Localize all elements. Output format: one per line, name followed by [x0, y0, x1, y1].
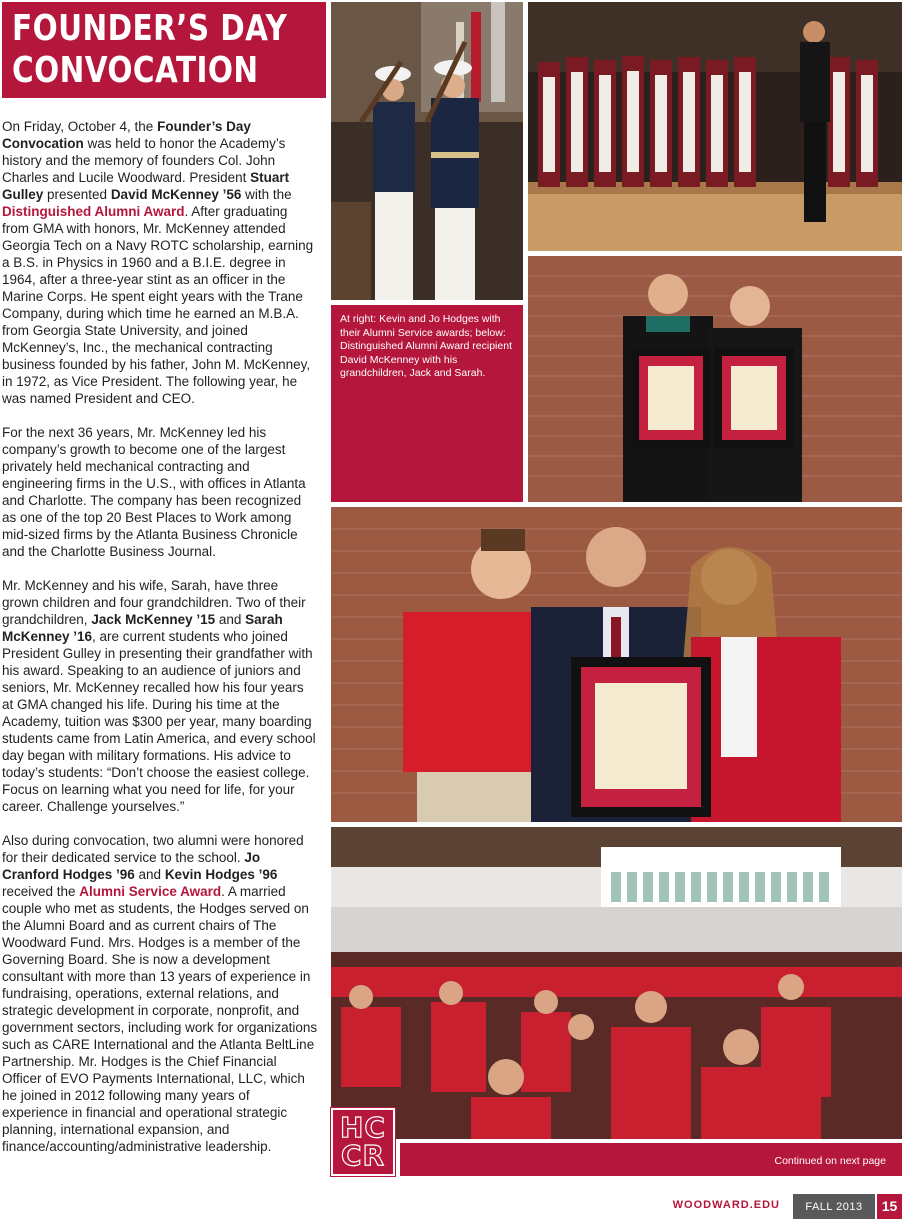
title-line-2: CONVOCATION	[12, 50, 259, 91]
article-title	[12, 8, 288, 92]
photo-convocation-audience	[331, 827, 902, 1139]
bold-text: Founder’s Day Convocation	[2, 119, 251, 151]
logo-line-2: CR	[340, 1139, 386, 1172]
text-run: . After graduating from GMA with honors, Mr. McKenney attended Georgia Tech on a Navy ROTC scholarship, earning a B.S. in Physics in 1960 and a B.I.E. degree in 1964, after a three-year stint as an officer in the Marine Corps. He spent eight years with the Trane Company, during which time he earned an M.B.A. from Georgia State University, and joined McKenney’s, Inc., the mechanical contracting business founded by his father, John M. McKenney, in 1972, as Vice President. The following year, he was named President and CEO.	[2, 204, 314, 406]
footer-season: FALL 2013	[793, 1194, 875, 1219]
hc-cr-logo	[331, 1108, 395, 1176]
article-title-banner	[2, 2, 326, 98]
article-paragraph	[2, 424, 318, 560]
bold-text: Jack McKenney ’15	[91, 612, 216, 627]
bold-text: Sarah McKenney ’16	[2, 612, 283, 644]
photo-caption: At right: Kevin and Jo Hodges with their Alumni Service awards; below: Distinguished Alumni Award recipient David McKenney with his grandchildren, Jack and Sarah.	[331, 305, 523, 502]
footer-url: WOODWARD.EDU	[672, 1199, 780, 1211]
text-run: with the	[241, 187, 292, 202]
article-paragraph	[2, 577, 318, 815]
photo-color-guard	[331, 2, 523, 300]
text-run: and	[215, 612, 246, 627]
text-run: and	[134, 867, 165, 882]
text-run: Also during convocation, two alumni were honored for their dedicated service to the school.	[2, 833, 304, 865]
text-run: . A married couple who met as students, the Hodges served on the Alumni Board and as current chairs of The Woodward Fund. Mrs. Hodges is a member of the Governing Board. She is now a development consultant with more than 13 years of experience in fundraising, operations, external relations, and strategic development in corporate, nonprofit, and government sectors, including work for organizations such as CARE International and the Atlanta BeltLine Partnership. Mr. Hodges is the Chief Financial Officer of EVO Payments International, LLC, which he joined in 2012 following many years of experience in financial and operational strategic planning, international expansion, and finance/accounting/administrative leadership.	[2, 884, 318, 1154]
text-run: Mr. McKenney and his wife, Sarah, have three grown children and four grandchildren. Two of their grandchildren,	[2, 578, 306, 627]
page-number: 15	[877, 1194, 902, 1219]
bold-text: Jo Cranford Hodges ’96	[2, 850, 261, 882]
photo-hodges-awards	[528, 256, 902, 502]
logo-line-1: HC	[340, 1111, 386, 1144]
text-run: presented	[43, 187, 111, 202]
text-run: For the next 36 years, Mr. McKenney led his company’s growth to become one of the largest privately held mechanical contracting and engineering firms in the U.S., with offices in Atlanta and Charlotte. The company has been recognized as one of the top 20 Best Places to Work among mid-sized firms by the Atlanta Business Chronicle and the Charlotte Business Journal.	[2, 425, 306, 559]
article-paragraph	[2, 118, 318, 407]
article-paragraph	[2, 832, 318, 1155]
bold-text: David McKenney ’56	[110, 187, 242, 202]
continued-label: Continued on next page	[774, 1155, 886, 1167]
bold-text: Stuart Gulley	[2, 170, 290, 202]
photo-choir	[528, 2, 902, 251]
title-line-1: FOUNDER’S DAY	[12, 8, 288, 49]
award-name: Alumni Service Award	[79, 884, 222, 899]
article-body	[2, 118, 318, 1172]
text-run: was held to honor the Academy’s history and the memory of founders Col. John Charles and Lucile Woodward. President	[2, 136, 286, 185]
text-run: received the	[2, 884, 80, 899]
photo-mckenney-family	[331, 507, 902, 822]
text-run: On Friday, October 4, the	[2, 119, 158, 134]
text-run: , are current students who joined President Gulley in presenting their grandfather with his award. Speaking to an audience of juniors and seniors, Mr. McKenney recalled how his four years at GMA changed his life. During his time at the Academy, tuition was $300 per year, many boarding students came from Latin America, and every school day began with military formations. His advice to today’s students: “Don’t choose the easiest college. Focus on learning what you need for life, for your career. Challenge yourselves.”	[2, 629, 316, 814]
continued-bar	[400, 1143, 902, 1176]
award-name: Distinguished Alumni Award	[2, 204, 185, 219]
bold-text: Kevin Hodges ’96	[164, 867, 278, 882]
